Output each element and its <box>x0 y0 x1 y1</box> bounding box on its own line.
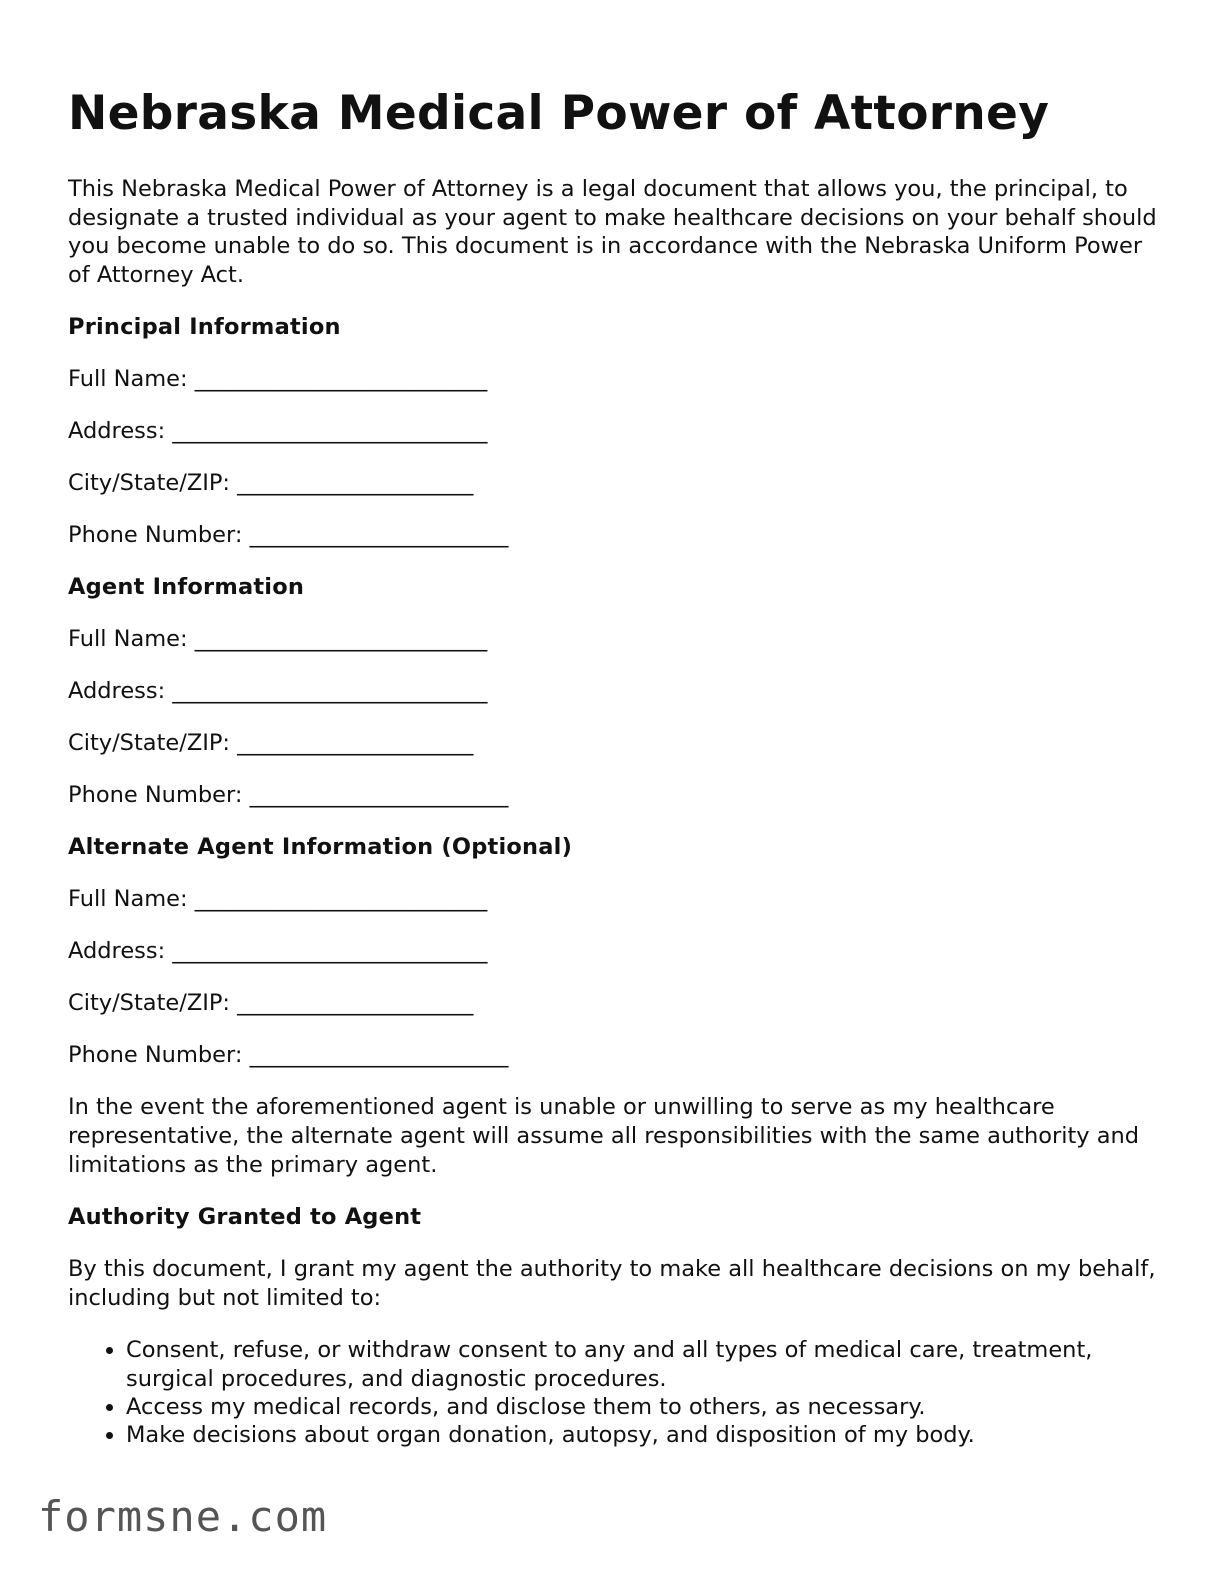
agent-full-name-field: Full Name: __________________________ <box>68 626 488 653</box>
authority-list-item: • Access my medical records, and disclose them to others, as necessary. <box>126 1393 1168 1421</box>
alternate-agent-heading: Alternate Agent Information (Optional) <box>68 834 573 861</box>
authority-heading: Authority Granted to Agent <box>68 1204 422 1231</box>
alternate-agent-note: In the event the aforementioned agent is unable or unwilling to serve as my healthcare representative, the alternate agent will assume all responsibilities with the same authority and limitations as the primary agent. <box>68 1094 1140 1178</box>
alternate-agent-address-field: Address: ____________________________ <box>68 938 488 965</box>
authority-list-item: • Make decisions about organ donation, autopsy, and disposition of my body. <box>126 1421 1168 1449</box>
authority-list-item: • Consent, refuse, or withdraw consent to any and all types of medical care, treatment, surgical procedures, and diagnostic procedures. <box>126 1336 1168 1393</box>
principal-city-state-zip-field: City/State/ZIP: _____________________ <box>68 470 474 497</box>
alternate-agent-city-state-zip-field: City/State/ZIP: _____________________ <box>68 990 474 1017</box>
document-page <box>68 86 1168 1450</box>
intro-paragraph: This Nebraska Medical Power of Attorney is a legal document that allows you, the principal, to designate a trusted individual as your agent to make healthcare decisions on your behalf should you become unable to do so. This document is in accordance with the Nebraska Uniform Power of Attorney Act. <box>68 176 1157 288</box>
principal-heading: Principal Information <box>68 314 341 341</box>
agent-phone-field: Phone Number: _______________________ <box>68 782 509 809</box>
agent-city-state-zip-field: City/State/ZIP: _____________________ <box>68 730 474 757</box>
agent-heading: Agent Information <box>68 574 305 601</box>
authority-intro: By this document, I grant my agent the authority to make all healthcare decisions on my behalf, including but not limited to: <box>68 1256 1156 1311</box>
principal-address-field: Address: ____________________________ <box>68 418 488 445</box>
watermark: formsne.com <box>38 1492 328 1541</box>
authority-list <box>68 1336 1168 1449</box>
agent-address-field: Address: ____________________________ <box>68 678 488 705</box>
principal-phone-field: Phone Number: _______________________ <box>68 522 509 549</box>
alternate-agent-phone-field: Phone Number: _______________________ <box>68 1042 509 1069</box>
document-title: Nebraska Medical Power of Attorney <box>68 86 1050 141</box>
alternate-agent-full-name-field: Full Name: __________________________ <box>68 886 488 913</box>
principal-full-name-field: Full Name: __________________________ <box>68 366 488 393</box>
